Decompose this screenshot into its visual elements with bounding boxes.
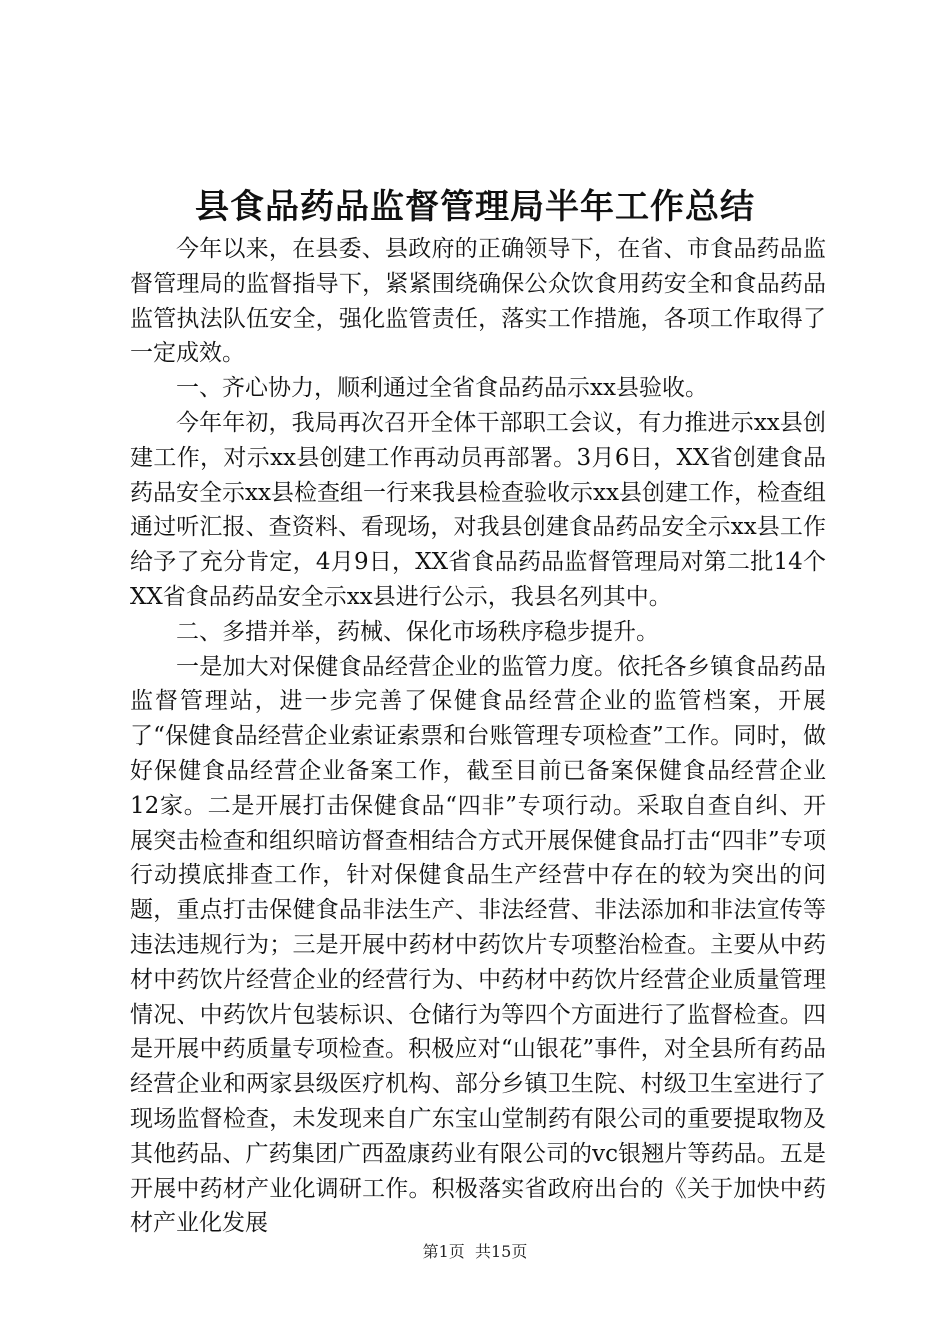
section-heading-2: 二、多措并举，药械、保化市场秩序稳步提升。 — [176, 618, 659, 645]
page-total: 共15页 — [474, 1242, 528, 1261]
page-footer — [0, 1240, 950, 1264]
document-title: 县食品药品监督管理局半年工作总结 — [195, 187, 755, 227]
section-heading-1: 一、齐心协力，顺利通过全省食品药品示xx县验收。 — [176, 375, 708, 402]
document-body — [130, 232, 826, 1241]
page-number: 第1页 — [422, 1242, 465, 1261]
paragraph-section-1: 今年年初，我局再次召开全体干部职工会议，有力推进示xx县创建工作，对示xx县创建工作再动员再部署。3月6日，XX省创建食品药品安全示xx县检查组一行来我县检查验收示xx县创建工作，检查组通过听汇报、查资料、看现场，对我县创建食品药品安全示xx县工作给予了充分肯定，4月9日，XX省食品药品监督管理局对第二批14个XX省食品药品安全示xx县进行公示，我县名列其中。 — [130, 409, 826, 610]
footer-spacer — [465, 1242, 475, 1261]
paragraph-intro: 今年以来，在县委、县政府的正确领导下，在省、市食品药品监督管理局的监督指导下，紧紧围绕确保公众饮食用药安全和食品药品监管执法队伍安全，强化监管责任，落实工作措施，各项工作取得了一定成效。 — [130, 236, 826, 367]
paragraph-section-2: 一是加大对保健食品经营企业的监管力度。依托各乡镇食品药品监督管理站，进一步完善了保健食品经营企业的监管档案，开展了“保健食品经营企业索证索票和台账管理专项检查”工作。同时，做好保健食品经营企业备案工作，截至目前已备案保健食品经营企业12家。二是开展打击保健食品“四非”专项行动。采取自查自纠、开展突击检查和组织暗访督查相结合方式开展保健食品打击“四非”专项行动摸底排查工作，针对保健食品生产经营中存在的较为突出的问题，重点打击保健食品非法生产、非法经营、非法添加和非法宣传等违法违规行为；三是开展中药材中药饮片专项整治检查。主要从中药材中药饮片经营企业的经营行为、中药材中药饮片经营企业质量管理情况、中药饮片包装标识、仓储行为等四个方面进行了监督检查。四是开展中药质量专项检查。积极应对“山银花”事件，对全县所有药品经营企业和两家县级医疗机构、部分乡镇卫生院、村级卫生室进行了现场监督检查，未发现来自广东宝山堂制药有限公司的重要提取物及其他药品、广药集团广西盈康药业有限公司的vc银翘片等药品。五是开展中药材产业化调研工作。积极落实省政府出台的《关于加快中药材产业化发展 — [130, 653, 826, 1237]
